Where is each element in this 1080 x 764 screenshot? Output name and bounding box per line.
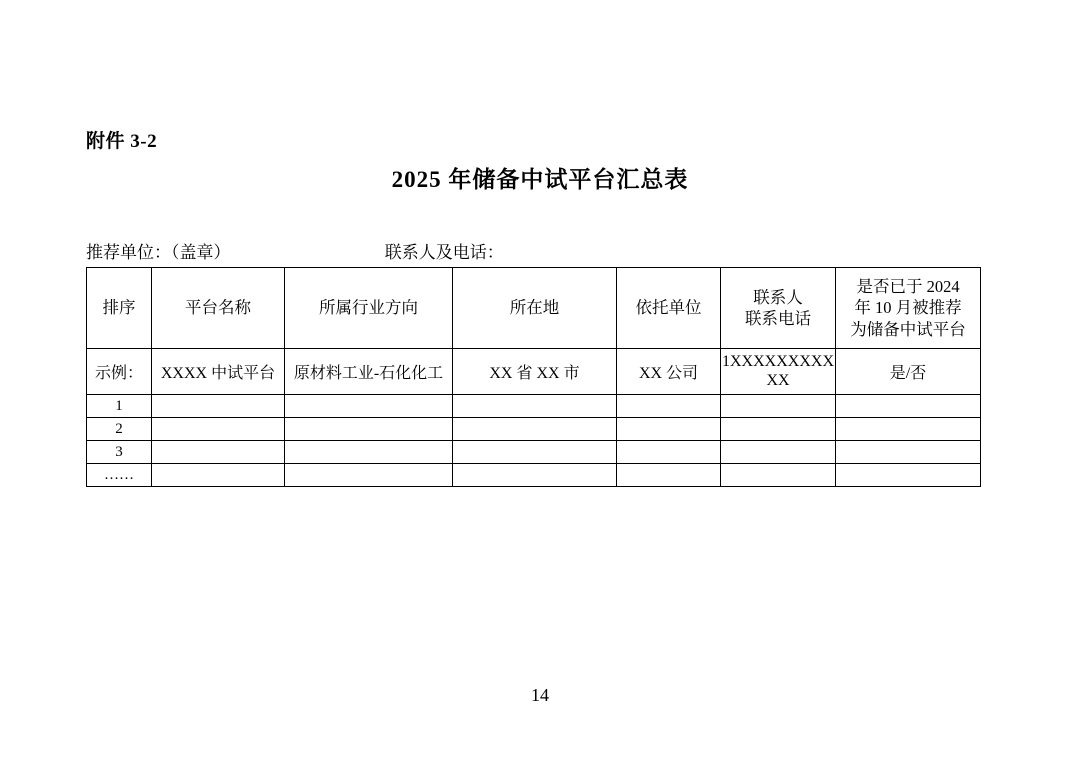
table-body: [87, 349, 981, 487]
cell-location[interactable]: [453, 464, 617, 487]
table-header-row: [87, 268, 981, 349]
cell-industry[interactable]: [285, 418, 453, 441]
cell-unit[interactable]: [617, 441, 721, 464]
cell-industry[interactable]: [285, 464, 453, 487]
header-platform-name: 平台名称: [152, 268, 285, 349]
table-header: [87, 268, 981, 349]
header-location: 所在地: [453, 268, 617, 349]
cell-platform-name[interactable]: [152, 441, 285, 464]
cell-order: ……: [87, 464, 152, 487]
header-contact-line2: 联系电话: [745, 309, 811, 328]
cell-location: XX 省 XX 市: [453, 349, 617, 395]
summary-table: [86, 267, 981, 487]
table-row: [87, 441, 981, 464]
cell-location[interactable]: [453, 418, 617, 441]
table-row: [87, 395, 981, 418]
cell-industry: 原材料工业-石化化工: [285, 349, 453, 395]
cell-contact[interactable]: [721, 395, 836, 418]
cell-unit: XX 公司: [617, 349, 721, 395]
cell-contact: 1XXXXXXXXXXX: [721, 349, 836, 395]
cell-order: 2: [87, 418, 152, 441]
cell-contact[interactable]: [721, 441, 836, 464]
header-industry: 所属行业方向: [285, 268, 453, 349]
cell-industry[interactable]: [285, 395, 453, 418]
cell-unit[interactable]: [617, 395, 721, 418]
cell-location[interactable]: [453, 441, 617, 464]
cell-unit[interactable]: [617, 418, 721, 441]
table-row: [87, 349, 981, 395]
table-row: [87, 418, 981, 441]
cell-order: 1: [87, 395, 152, 418]
table-row: [87, 464, 981, 487]
cell-contact[interactable]: [721, 464, 836, 487]
cell-platform-name[interactable]: [152, 418, 285, 441]
header-contact-line1: 联系人: [753, 287, 803, 307]
header-order: 排序: [87, 268, 152, 349]
cell-location[interactable]: [453, 395, 617, 418]
meta-row: [86, 238, 986, 263]
page-number: 14: [531, 685, 549, 705]
header-unit: 依托单位: [617, 268, 721, 349]
attachment-label: 附件 3-2: [86, 131, 158, 152]
cell-platform-name[interactable]: [152, 395, 285, 418]
header-recommended: [836, 268, 981, 349]
contact-label: 联系人及电话：: [384, 243, 504, 262]
cell-recommended[interactable]: [836, 441, 981, 464]
page-title: 2025 年储备中试平台汇总表: [391, 167, 689, 192]
cell-order: 3: [87, 441, 152, 464]
cell-recommended[interactable]: [836, 395, 981, 418]
cell-recommended[interactable]: [836, 464, 981, 487]
cell-recommended: 是/否: [836, 349, 981, 395]
cell-industry[interactable]: [285, 441, 453, 464]
cell-contact[interactable]: [721, 418, 836, 441]
recommend-unit-label: 推荐单位：（盖章）: [86, 243, 231, 262]
header-contact: [721, 268, 836, 349]
cell-unit[interactable]: [617, 464, 721, 487]
cell-order: 示例：: [87, 349, 152, 395]
cell-platform-name: XXXX 中试平台: [152, 349, 285, 395]
cell-recommended[interactable]: [836, 418, 981, 441]
cell-platform-name[interactable]: [152, 464, 285, 487]
header-recommended-line1: 是否已于 2024: [856, 276, 960, 296]
header-recommended-line2: 年 10 月被推荐: [854, 298, 962, 318]
header-recommended-line3: 为储备中试平台: [850, 319, 966, 339]
